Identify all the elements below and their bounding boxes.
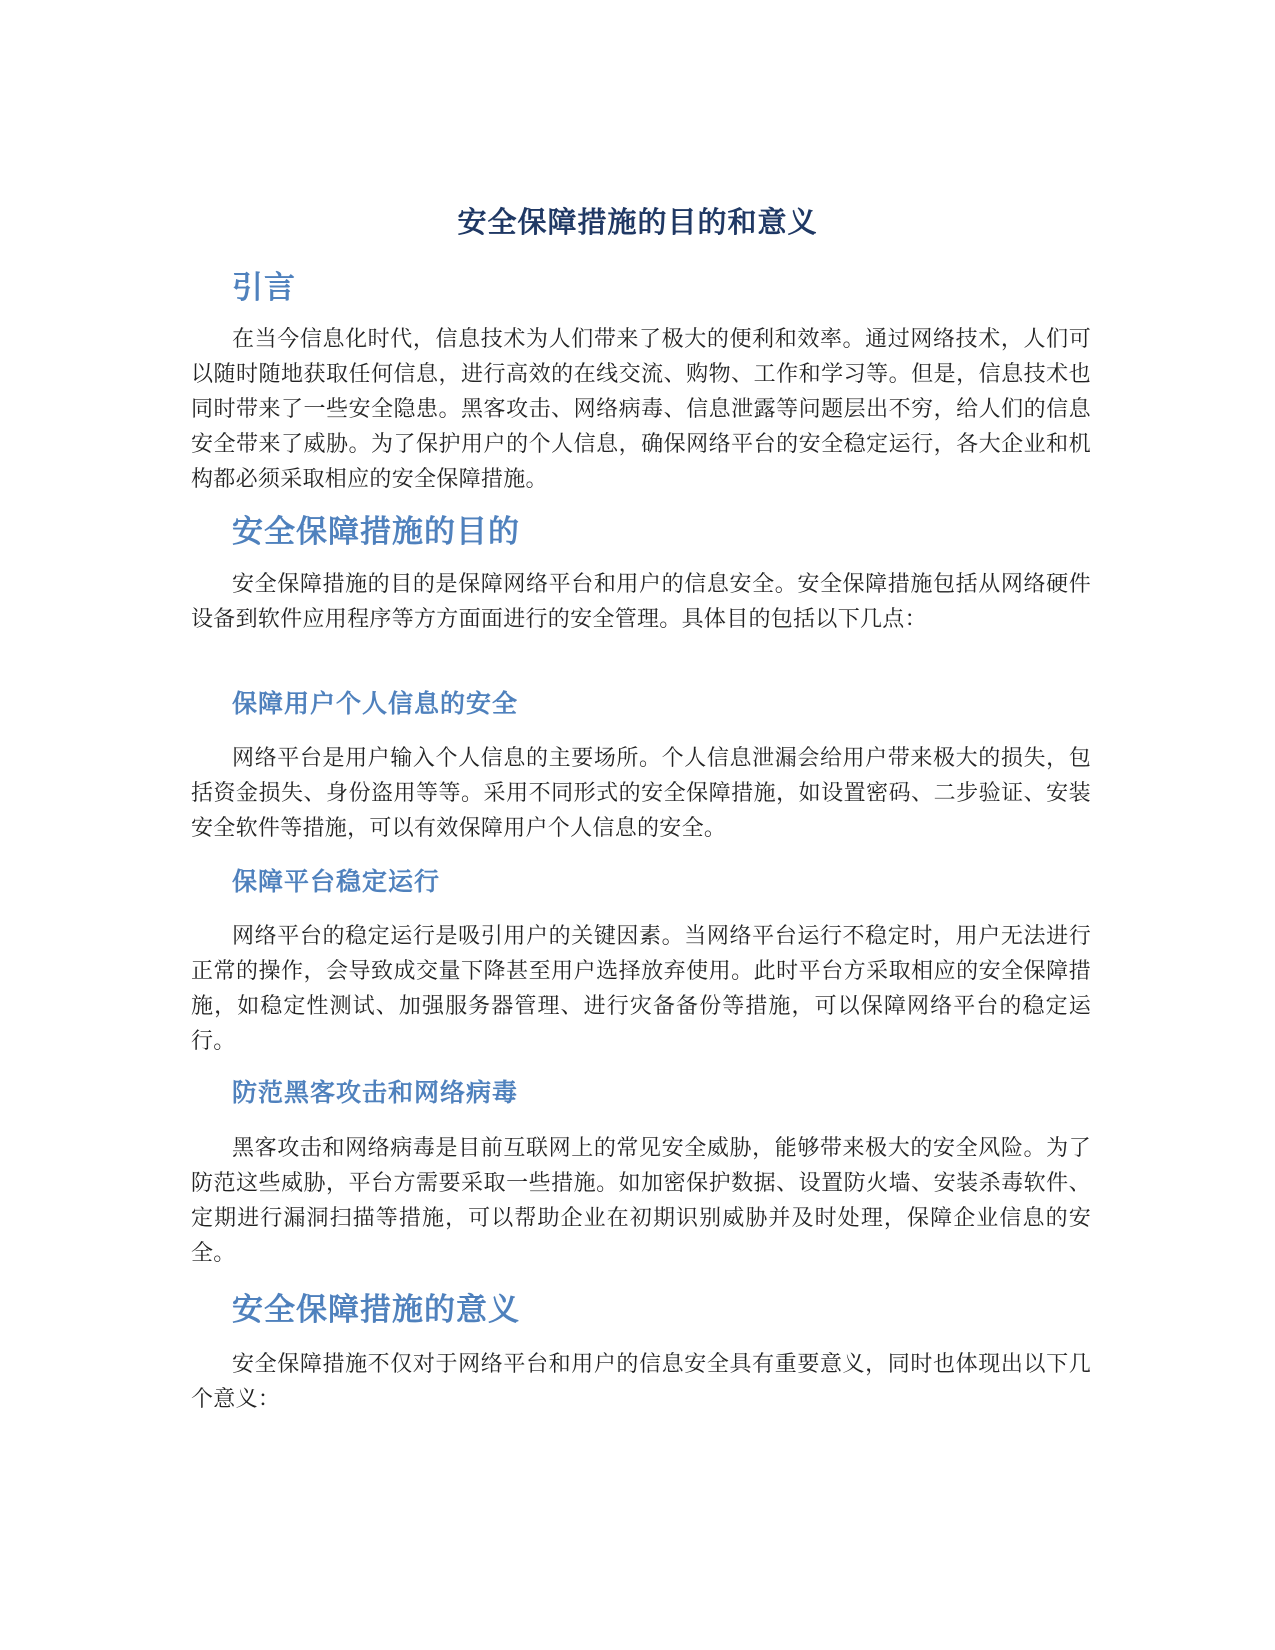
subsection-heading-hacker-defense: 防范黑客攻击和网络病毒 <box>232 1078 519 1107</box>
section-heading-purpose: 安全保障措施的目的 <box>232 514 520 550</box>
section-heading-introduction: 引言 <box>232 270 296 306</box>
section-paragraph-significance: 安全保障措施不仅对于网络平台和用户的信息安全具有重要意义，同时也体现出以下几个意义： <box>191 1352 1091 1412</box>
document-title: 安全保障措施的目的和意义 <box>457 205 818 239</box>
subsection-heading-user-info: 保障用户个人信息的安全 <box>232 689 519 718</box>
subsection-paragraph-platform-stability: 网络平台的稳定运行是吸引用户的关键因素。当网络平台运行不稳定时，用户无法进行正常的操作，会导致成交量下降甚至用户选择放弃使用。此时平台方采取相应的安全保障措施，如稳定性测试、加强服务器管理、进行灾备备份等措施，可以保障网络平台的稳定运行。 <box>191 924 1091 1054</box>
subsection-paragraph-hacker-defense: 黑客攻击和网络病毒是目前互联网上的常见安全威胁，能够带来极大的安全风险。为了防范这些威胁，平台方需要采取一些措施。如加密保护数据、设置防火墙、安装杀毒软件、定期进行漏洞扫描等措施，可以帮助企业在初期识别威胁并及时处理，保障企业信息的安全。 <box>191 1136 1091 1266</box>
section-paragraph-purpose: 安全保障措施的目的是保障网络平台和用户的信息安全。安全保障措施包括从网络硬件设备到软件应用程序等方方面面进行的安全管理。具体目的包括以下几点： <box>191 572 1091 632</box>
section-paragraph-introduction: 在当今信息化时代，信息技术为人们带来了极大的便利和效率。通过网络技术，人们可以随时随地获取任何信息，进行高效的在线交流、购物、工作和学习等。但是，信息技术也同时带来了一些安全隐患。黑客攻击、网络病毒、信息泄露等问题层出不穷，给人们的信息安全带来了威胁。为了保护用户的个人信息，确保网络平台的安全稳定运行，各大企业和机构都必须采取相应的安全保障措施。 <box>191 327 1091 492</box>
section-heading-significance: 安全保障措施的意义 <box>232 1292 520 1328</box>
subsection-heading-platform-stability: 保障平台稳定运行 <box>232 867 441 896</box>
subsection-paragraph-user-info: 网络平台是用户输入个人信息的主要场所。个人信息泄漏会给用户带来极大的损失，包括资金损失、身份盗用等等。采用不同形式的安全保障措施，如设置密码、二步验证、安装安全软件等措施，可以有效保障用户个人信息的安全。 <box>191 746 1091 841</box>
